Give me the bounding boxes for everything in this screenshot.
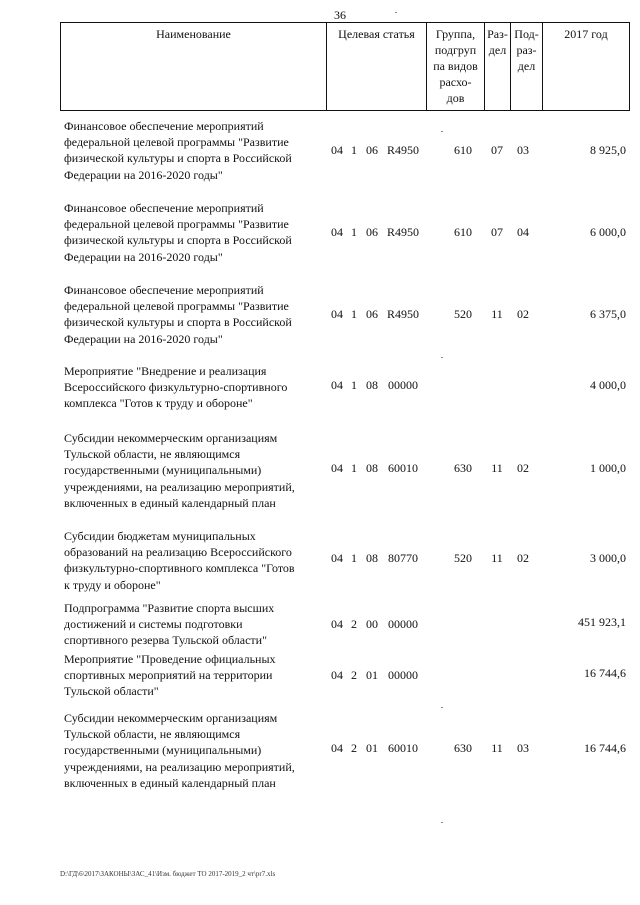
group-code: 610 bbox=[454, 225, 472, 239]
row-name bbox=[64, 600, 326, 649]
header-year bbox=[542, 23, 630, 110]
header-target bbox=[326, 23, 426, 110]
target-part-4: 00000 bbox=[388, 668, 418, 682]
header-subsection bbox=[510, 23, 542, 110]
row-name-line: Федерации на 2016-2020 годы" bbox=[64, 167, 223, 182]
header-subsection-line: дел bbox=[517, 59, 536, 73]
target-part-2: 1 bbox=[351, 378, 357, 392]
scan-speck bbox=[395, 12, 397, 13]
target-part-2: 1 bbox=[351, 143, 357, 157]
amount: 6 000,0 bbox=[590, 225, 626, 239]
table-row bbox=[60, 118, 630, 184]
header-group-line: Группа, bbox=[435, 27, 476, 41]
header-subsection-line: раз- bbox=[516, 43, 537, 57]
section-code: 11 bbox=[491, 307, 503, 321]
table-row bbox=[60, 363, 630, 413]
target-part-2: 1 bbox=[351, 551, 357, 565]
file-path-footer: D:\ГД\6\2017\ЗАКОНЫ\ЗАС_41\Изм. бюджет ТО 2017-2019_2 чт\pr7.xls bbox=[60, 870, 276, 878]
table-row bbox=[60, 430, 630, 512]
target-part-1: 04 bbox=[331, 143, 343, 157]
target-part-1: 04 bbox=[331, 668, 343, 682]
header-section-line: Раз- bbox=[487, 27, 508, 41]
row-name-line: Федерации на 2016-2020 годы" bbox=[64, 249, 223, 264]
target-part-2: 2 bbox=[351, 741, 357, 755]
row-name-line: Финансовое обеспечение мероприятий bbox=[64, 119, 264, 133]
amount: 3 000,0 bbox=[590, 551, 626, 565]
table-row bbox=[60, 710, 630, 792]
page-number: 36 bbox=[334, 8, 346, 22]
target-part-2: 2 bbox=[351, 668, 357, 682]
amount: 6 375,0 bbox=[590, 307, 626, 321]
target-part-4: 60010 bbox=[388, 461, 418, 475]
table-header bbox=[60, 22, 630, 111]
header-section bbox=[484, 23, 510, 110]
row-name-line: Тульской области, не являющимся bbox=[64, 447, 241, 462]
target-part-3: 01 bbox=[366, 741, 378, 755]
target-part-2: 2 bbox=[351, 617, 357, 631]
amount: 16 744,6 bbox=[584, 666, 626, 680]
header-name bbox=[60, 23, 326, 110]
target-part-3: 08 bbox=[366, 378, 378, 392]
target-part-1: 04 bbox=[331, 551, 343, 565]
group-code: 630 bbox=[454, 741, 472, 755]
group-code: 520 bbox=[454, 307, 472, 321]
row-name-line: государственными (муниципальными) bbox=[64, 743, 262, 758]
target-part-3: 08 bbox=[366, 551, 378, 565]
target-part-3: 06 bbox=[366, 307, 378, 321]
target-part-3: 06 bbox=[366, 225, 378, 239]
scan-speck bbox=[441, 707, 443, 708]
row-name-line: федеральной целевой программы "Развитие bbox=[64, 299, 289, 314]
section-code: 07 bbox=[491, 143, 503, 157]
row-name-line: Федерации на 2016-2020 годы" bbox=[64, 331, 223, 346]
target-part-4: 80770 bbox=[388, 551, 418, 565]
header-section-line: дел bbox=[488, 43, 507, 57]
header-name-label: Наименование bbox=[156, 27, 231, 41]
scan-speck bbox=[441, 131, 443, 132]
row-name-line: физической культуры и спорта в Российской bbox=[64, 151, 292, 166]
target-part-3: 06 bbox=[366, 143, 378, 157]
target-part-4: 60010 bbox=[388, 741, 418, 755]
row-name bbox=[64, 282, 326, 347]
subsection-code: 02 bbox=[517, 551, 529, 565]
row-name-line: Тульской области, не являющимся bbox=[64, 727, 241, 742]
row-name bbox=[64, 710, 326, 791]
amount: 451 923,1 bbox=[578, 615, 626, 629]
target-part-3: 08 bbox=[366, 461, 378, 475]
row-name-line: включенных в единый календарный план bbox=[64, 495, 276, 510]
subsection-code: 02 bbox=[517, 461, 529, 475]
row-name-line: спортивного резерва Тульской области" bbox=[64, 633, 267, 648]
header-group-line: дов bbox=[446, 91, 465, 105]
target-part-1: 04 bbox=[331, 225, 343, 239]
row-name-line: комплекса "Готов к труду и обороне" bbox=[64, 396, 253, 411]
table-row bbox=[60, 528, 630, 594]
header-group-line: расхо- bbox=[439, 75, 472, 89]
row-name-line: спортивных мероприятий на территории bbox=[64, 668, 273, 683]
header-target-label: Целевая статья bbox=[338, 27, 415, 41]
target-part-4: R4950 bbox=[386, 307, 419, 321]
row-name-line: учреждениями, на реализацию мероприятий, bbox=[64, 479, 295, 494]
row-name bbox=[64, 528, 326, 593]
amount: 16 744,6 bbox=[584, 741, 626, 755]
row-name-line: Субсидии некоммерческим организациям bbox=[64, 711, 278, 725]
row-name-line: учреждениями, на реализацию мероприятий, bbox=[64, 759, 295, 774]
target-part-2: 1 bbox=[351, 307, 357, 321]
subsection-code: 03 bbox=[517, 741, 529, 755]
target-part-4: R4950 bbox=[386, 143, 419, 157]
subsection-code: 04 bbox=[517, 225, 529, 239]
group-code: 630 bbox=[454, 461, 472, 475]
target-part-3: 00 bbox=[366, 617, 378, 631]
row-name-line: Субсидии некоммерческим организациям bbox=[64, 431, 278, 445]
amount: 8 925,0 bbox=[590, 143, 626, 157]
row-name-line: Подпрограмма "Развитие спорта высших bbox=[64, 601, 275, 615]
row-name-line: включенных в единый календарный план bbox=[64, 775, 276, 790]
row-name bbox=[64, 651, 326, 700]
row-name bbox=[64, 118, 326, 183]
row-name-line: образований на реализацию Всероссийского bbox=[64, 545, 292, 560]
target-part-4: 00000 bbox=[388, 378, 418, 392]
scan-speck bbox=[441, 357, 443, 358]
row-name-line: федеральной целевой программы "Развитие bbox=[64, 217, 289, 232]
target-part-2: 1 bbox=[351, 225, 357, 239]
row-name-line: физической культуры и спорта в Российской bbox=[64, 315, 292, 330]
row-name bbox=[64, 363, 326, 412]
header-subsection-line: Под- bbox=[514, 27, 539, 41]
table-row bbox=[60, 282, 630, 348]
row-name-line: Субсидии бюджетам муниципальных bbox=[64, 529, 256, 543]
row-name-line: Мероприятие "Проведение официальных bbox=[64, 652, 276, 666]
row-name-line: Тульской области" bbox=[64, 684, 159, 699]
table-row bbox=[60, 651, 630, 701]
table-row bbox=[60, 200, 630, 266]
row-name-line: Мероприятие "Внедрение и реализация bbox=[64, 364, 267, 378]
scan-speck bbox=[441, 822, 443, 823]
target-part-4: 00000 bbox=[388, 617, 418, 631]
section-code: 11 bbox=[491, 461, 503, 475]
header-year-label: 2017 год bbox=[564, 27, 608, 41]
section-code: 11 bbox=[491, 551, 503, 565]
row-name-line: Всероссийского физкультурно-спортивного bbox=[64, 380, 288, 395]
row-name bbox=[64, 430, 326, 511]
row-name-line: федеральной целевой программы "Развитие bbox=[64, 135, 289, 150]
target-part-1: 04 bbox=[331, 461, 343, 475]
amount: 1 000,0 bbox=[590, 461, 626, 475]
subsection-code: 03 bbox=[517, 143, 529, 157]
header-group-line: подгруп bbox=[434, 43, 477, 57]
section-code: 11 bbox=[491, 741, 503, 755]
row-name-line: достижений и системы подготовки bbox=[64, 617, 243, 632]
row-name-line: физической культуры и спорта в Российской bbox=[64, 233, 292, 248]
header-group-line: па видов bbox=[433, 59, 478, 73]
row-name-line: Финансовое обеспечение мероприятий bbox=[64, 283, 264, 297]
row-name bbox=[64, 200, 326, 265]
section-code: 07 bbox=[491, 225, 503, 239]
header-group bbox=[426, 23, 484, 110]
group-code: 520 bbox=[454, 551, 472, 565]
table-row bbox=[60, 600, 630, 650]
target-part-1: 04 bbox=[331, 378, 343, 392]
target-part-1: 04 bbox=[331, 307, 343, 321]
amount: 4 000,0 bbox=[590, 378, 626, 392]
target-part-3: 01 bbox=[366, 668, 378, 682]
target-part-4: R4950 bbox=[386, 225, 419, 239]
target-part-1: 04 bbox=[331, 617, 343, 631]
subsection-code: 02 bbox=[517, 307, 529, 321]
target-part-2: 1 bbox=[351, 461, 357, 475]
row-name-line: государственными (муниципальными) bbox=[64, 463, 262, 478]
group-code: 610 bbox=[454, 143, 472, 157]
row-name-line: физкультурно-спортивного комплекса "Готов bbox=[64, 561, 295, 576]
target-part-1: 04 bbox=[331, 741, 343, 755]
row-name-line: Финансовое обеспечение мероприятий bbox=[64, 201, 264, 215]
row-name-line: к труду и обороне" bbox=[64, 577, 161, 592]
